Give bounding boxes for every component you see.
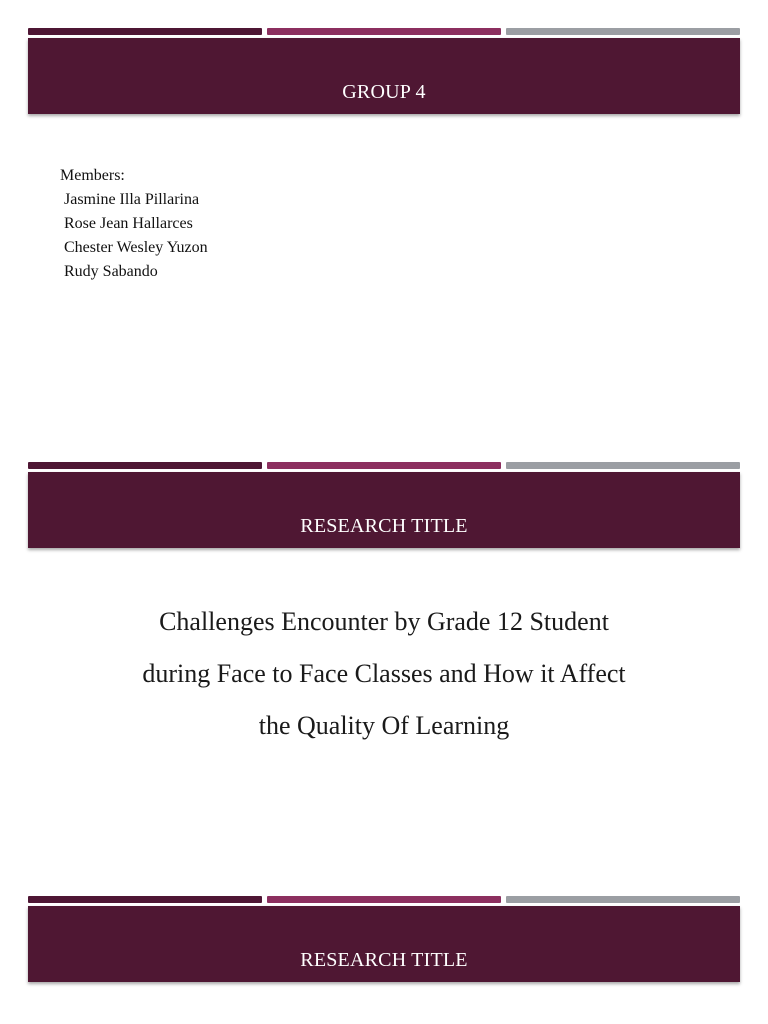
member-name: Chester Wesley Yuzon: [64, 239, 208, 256]
accent-segment-dark: [28, 462, 262, 469]
accent-segment-pink: [267, 462, 501, 469]
members-list: [60, 164, 208, 284]
research-title-line: the Quality Of Learning: [258, 711, 510, 740]
slide-group-members: [0, 0, 768, 434]
accent-segment-gray: [506, 28, 740, 35]
slide-title: GROUP 4: [342, 80, 426, 103]
accent-segment-dark: [28, 896, 262, 903]
research-title-line: Challenges Encounter by Grade 12 Student: [159, 607, 609, 636]
member-name: Rudy Sabando: [64, 263, 158, 280]
slide-header: [28, 472, 740, 548]
research-title-line: during Face to Face Classes and How it Affect: [142, 659, 626, 688]
accent-bar: [28, 896, 740, 903]
accent-segment-gray: [506, 462, 740, 469]
accent-bar: [28, 28, 740, 35]
research-title-text: [60, 596, 708, 752]
slide-header: [28, 906, 740, 982]
member-name: Rose Jean Hallarces: [64, 215, 193, 232]
slide-research-title: [0, 434, 768, 868]
slide-title: RESEARCH TITLE: [300, 948, 468, 971]
accent-segment-pink: [267, 28, 501, 35]
members-label: Members:: [60, 167, 125, 184]
accent-segment-pink: [267, 896, 501, 903]
member-name: Jasmine Illa Pillarina: [64, 191, 200, 208]
slide-title: RESEARCH TITLE: [300, 514, 468, 537]
accent-segment-gray: [506, 896, 740, 903]
accent-bar: [28, 462, 740, 469]
slide-research-title-2: [0, 868, 768, 1024]
slide-header: [28, 38, 740, 114]
accent-segment-dark: [28, 28, 262, 35]
